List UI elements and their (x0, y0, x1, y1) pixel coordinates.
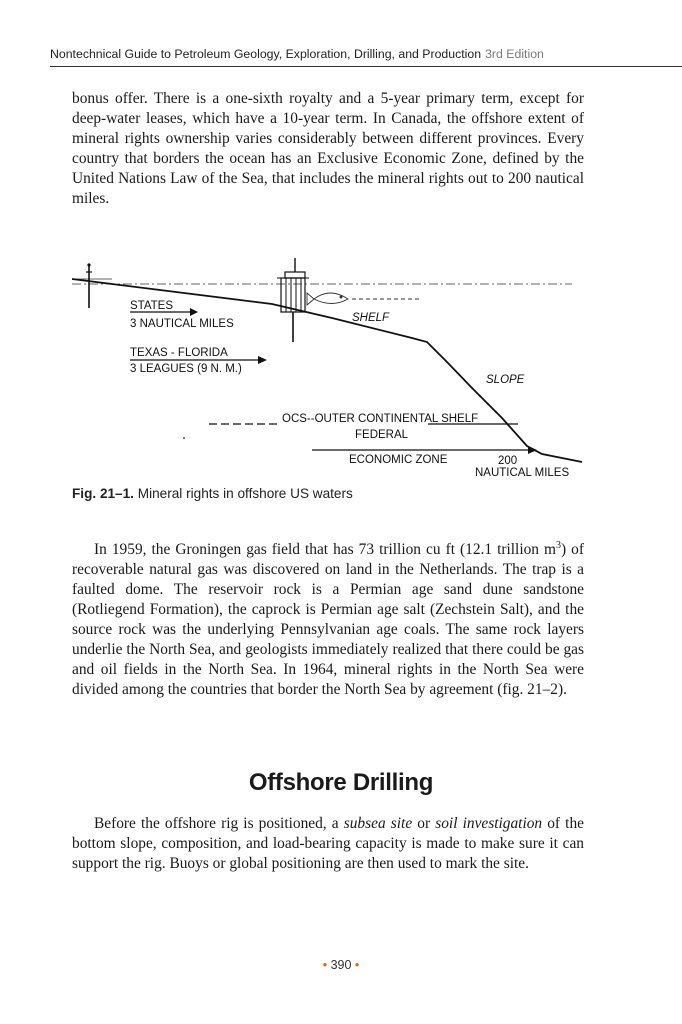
shore-marker-icon (86, 263, 92, 308)
paragraph-site-investigation (72, 814, 584, 874)
label-states: STATES (130, 300, 174, 312)
sea-surface (72, 279, 572, 284)
edition-label: 3rd Edition (485, 47, 544, 61)
label-three-nautical-miles: 3 NAUTICAL MILES (130, 318, 234, 330)
section-heading: Offshore Drilling (248, 769, 434, 796)
offshore-rights-diagram (72, 254, 584, 482)
superscript-three: 3 (556, 539, 562, 551)
site-text-a: Before the offshore rig is positioned, a (94, 815, 344, 832)
label-economic-zone: ECONOMIC ZONE (349, 454, 448, 466)
stray-dot (183, 437, 185, 439)
label-three-leagues: 3 LEAGUES (9 N. M.) (130, 363, 242, 375)
page-number (0, 958, 682, 972)
site-text-c: of the bottom slope, composition, and load-bearing capacity is made to make sure it can support the rig. Buoys or global positioning are then used to mark the site. (72, 815, 584, 872)
label-nautical-miles: NAUTICAL MILES (475, 467, 570, 479)
bullet-left-icon: • (322, 958, 328, 972)
groningen-text-b: ) of recoverable natural gas was discovered on land in the Netherlands. The trap is a faulted dome. The reservoir rock is a Permian age sand dune sandstone (Rotliegend Formation), the caprock is Permian age salt (Zechstein Salt), and the source rock was the underlying Pennsylvanian age coals. The same rock layers underlie the North Sea, and geologists immediately realized that there could be gas and oil fields in the North Sea. In 1964, mineral rights in the North Sea were divided among the countries that border the North Sea by agreement (fig. 21–2). (72, 541, 584, 698)
paragraph-royalty: bonus offer. There is a one-sixth royalty and a 5-year primary term, except for deep-water leases, which have a 10-year term. In Canada, the offshore extent of mineral rights ownership varies considerably between different provinces. Every country that borders the ocean has an Exclusive Economic Zone, defined by the United Nations Law of the Sea, that includes the mineral rights out to 200 nautical miles. (72, 90, 584, 207)
figure-caption (72, 486, 353, 501)
figure-offshore-mineral-rights (72, 254, 584, 482)
label-two-hundred: 200 (498, 455, 518, 467)
label-slope: SLOPE (486, 374, 525, 386)
book-title: Nontechnical Guide to Petroleum Geology, Exploration, Drilling, and Production (50, 47, 482, 61)
label-texas-florida: TEXAS - FLORIDA (130, 347, 228, 359)
label-federal: FEDERAL (355, 429, 409, 441)
paragraph-groningen (72, 540, 584, 700)
economic-zone-arrow (312, 446, 537, 454)
term-subsea-site: subsea site (343, 815, 413, 832)
header-rule (50, 66, 682, 67)
running-header (50, 47, 682, 61)
groningen-text-a: In 1959, the Groningen gas field that has 73 trillion cu ft (12.1 trillion m (94, 541, 557, 558)
figure-caption-text: Mineral rights in offshore US waters (137, 486, 353, 501)
fish-icon (307, 293, 422, 305)
bullet-right-icon: • (354, 958, 360, 972)
figure-caption-label: Fig. 21–1. (72, 486, 134, 501)
site-text-b: or (412, 815, 436, 832)
page-number-value: 390 (330, 958, 352, 972)
label-shelf: SHELF (352, 312, 390, 324)
label-ocs: OCS--OUTER CONTINENTAL SHELF (282, 413, 479, 425)
term-soil-investigation: soil investigation (435, 815, 543, 832)
offshore-platform-icon (277, 258, 309, 342)
